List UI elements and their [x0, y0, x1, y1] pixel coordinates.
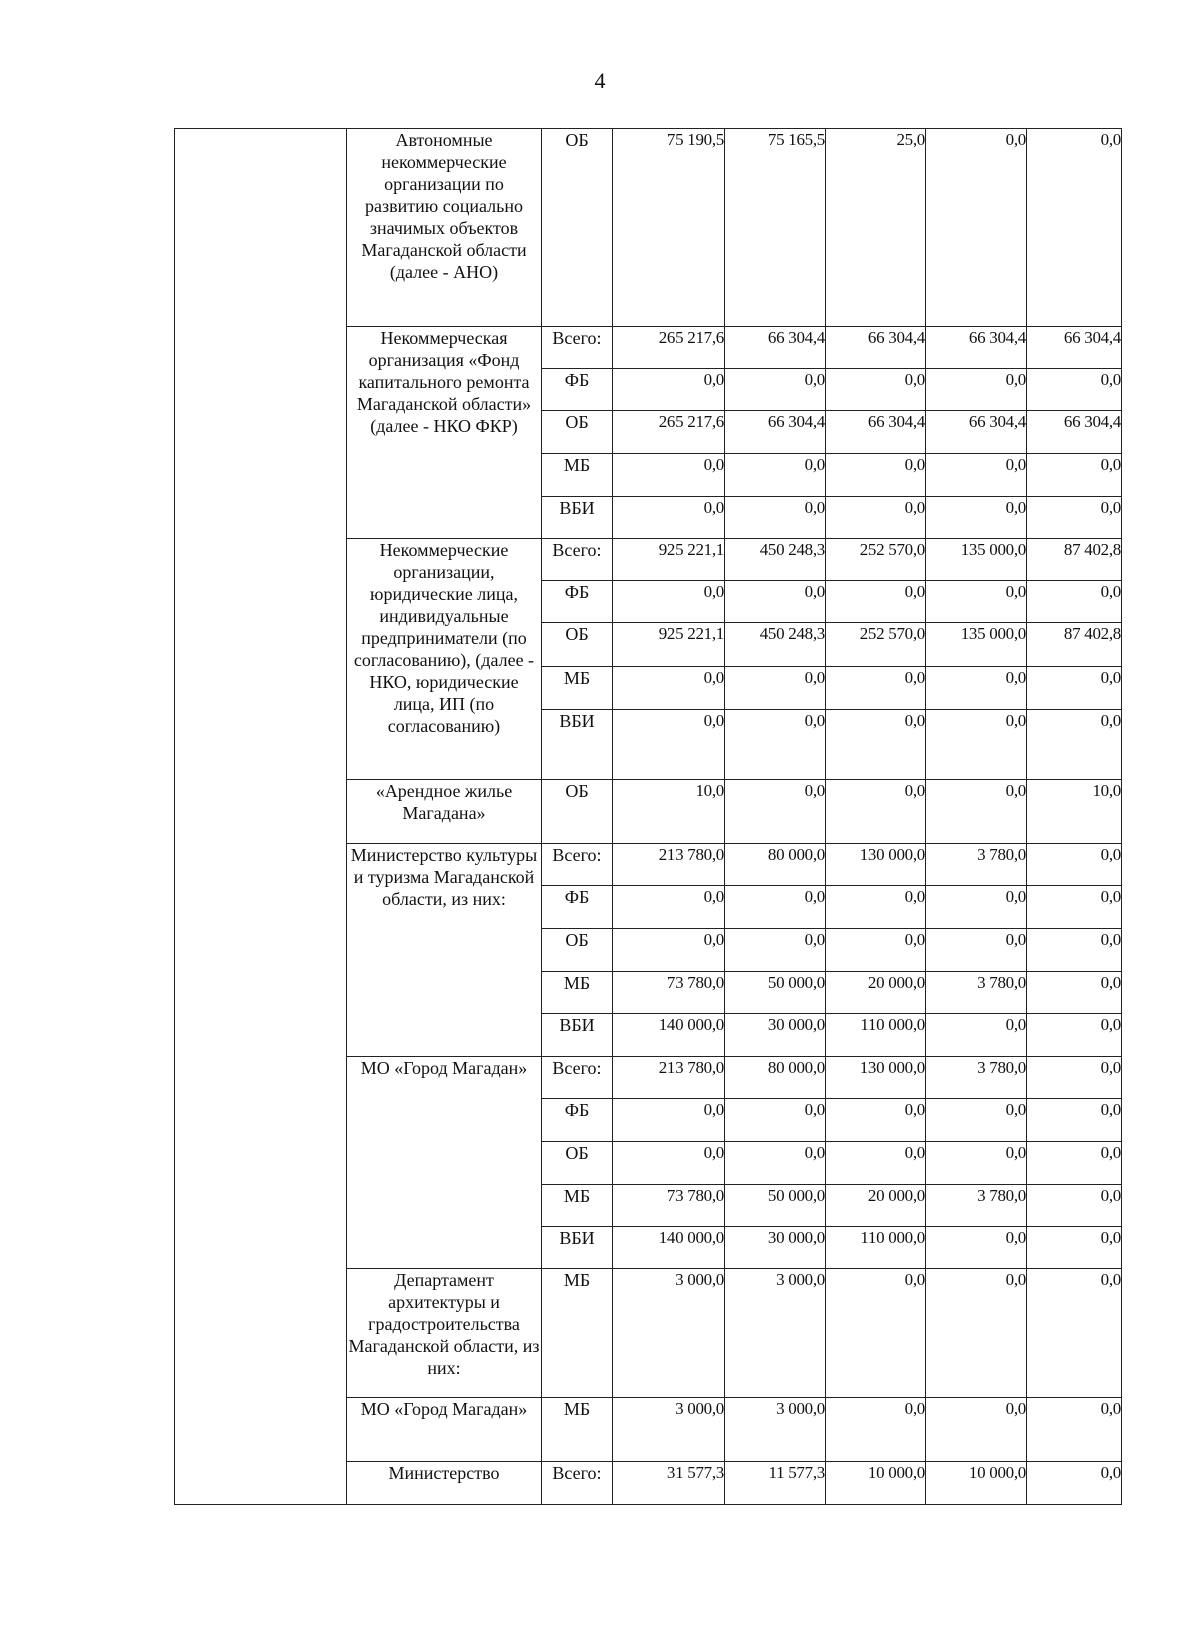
amount-cell: 0,0: [725, 581, 826, 623]
amount-cell: 3 000,0: [613, 1398, 725, 1462]
amount-cell: 0,0: [1027, 710, 1122, 780]
funding-source-cell: ОБ: [542, 780, 613, 844]
funding-source-cell: ФБ: [542, 369, 613, 411]
amount-cell: 0,0: [613, 929, 725, 972]
amount-cell: 0,0: [926, 581, 1027, 623]
amount-cell: 0,0: [926, 667, 1027, 710]
amount-cell: 135 000,0: [926, 539, 1027, 581]
amount-cell: 80 000,0: [725, 844, 826, 886]
amount-cell: 0,0: [613, 710, 725, 780]
amount-cell: 0,0: [926, 1014, 1027, 1057]
funding-source-cell: МБ: [542, 1185, 613, 1227]
amount-cell: 0,0: [926, 129, 1027, 327]
amount-cell: 130 000,0: [826, 844, 926, 886]
amount-cell: 450 248,3: [725, 539, 826, 581]
amount-cell: 0,0: [1027, 1398, 1122, 1462]
amount-cell: 20 000,0: [826, 972, 926, 1014]
amount-cell: 66 304,4: [926, 411, 1027, 454]
amount-cell: 0,0: [926, 710, 1027, 780]
amount-cell: 66 304,4: [926, 327, 1027, 369]
amount-cell: 0,0: [613, 667, 725, 710]
amount-cell: 0,0: [926, 1227, 1027, 1269]
page-number: 4: [594, 68, 606, 93]
amount-cell: 0,0: [1027, 1185, 1122, 1227]
amount-cell: 66 304,4: [1027, 411, 1122, 454]
amount-cell: 0,0: [926, 929, 1027, 972]
amount-cell: 0,0: [826, 780, 926, 844]
amount-cell: 0,0: [926, 369, 1027, 411]
funding-source-cell: ОБ: [542, 623, 613, 667]
funding-source-cell: ОБ: [542, 929, 613, 972]
amount-cell: 110 000,0: [826, 1227, 926, 1269]
amount-cell: 0,0: [725, 929, 826, 972]
amount-cell: 0,0: [1027, 1269, 1122, 1398]
amount-cell: 30 000,0: [725, 1227, 826, 1269]
amount-cell: 10,0: [1027, 780, 1122, 844]
amount-cell: 0,0: [826, 1099, 926, 1142]
funding-source-cell: МБ: [542, 667, 613, 710]
amount-cell: 80 000,0: [725, 1057, 826, 1099]
amount-cell: 0,0: [613, 1142, 725, 1185]
amount-cell: 0,0: [725, 1142, 826, 1185]
amount-cell: 0,0: [826, 929, 926, 972]
amount-cell: 50 000,0: [725, 972, 826, 1014]
amount-cell: 25,0: [826, 129, 926, 327]
funding-source-cell: ВБИ: [542, 1014, 613, 1057]
amount-cell: 87 402,8: [1027, 539, 1122, 581]
amount-cell: 213 780,0: [613, 844, 725, 886]
amount-cell: 0,0: [613, 581, 725, 623]
amount-cell: 925 221,1: [613, 539, 725, 581]
executor-cell: Министерство: [347, 1462, 542, 1505]
amount-cell: 0,0: [926, 886, 1027, 929]
amount-cell: 0,0: [1027, 1462, 1122, 1505]
amount-cell: 30 000,0: [725, 1014, 826, 1057]
amount-cell: 0,0: [1027, 454, 1122, 497]
amount-cell: 0,0: [725, 667, 826, 710]
amount-cell: 20 000,0: [826, 1185, 926, 1227]
amount-cell: 213 780,0: [613, 1057, 725, 1099]
amount-cell: 925 221,1: [613, 623, 725, 667]
amount-cell: 0,0: [1027, 369, 1122, 411]
amount-cell: 0,0: [725, 497, 826, 539]
amount-cell: 265 217,6: [613, 327, 725, 369]
amount-cell: 252 570,0: [826, 539, 926, 581]
amount-cell: 31 577,3: [613, 1462, 725, 1505]
amount-cell: 252 570,0: [826, 623, 926, 667]
amount-cell: 0,0: [826, 710, 926, 780]
amount-cell: 0,0: [1027, 972, 1122, 1014]
amount-cell: 0,0: [826, 886, 926, 929]
amount-cell: 0,0: [826, 667, 926, 710]
amount-cell: 0,0: [926, 780, 1027, 844]
amount-cell: 450 248,3: [725, 623, 826, 667]
funding-source-cell: МБ: [542, 454, 613, 497]
amount-cell: 87 402,8: [1027, 623, 1122, 667]
amount-cell: 0,0: [926, 1269, 1027, 1398]
amount-cell: 0,0: [613, 1099, 725, 1142]
amount-cell: 0,0: [725, 369, 826, 411]
amount-cell: 0,0: [1027, 844, 1122, 886]
amount-cell: 0,0: [926, 1099, 1027, 1142]
funding-source-cell: Всего:: [542, 1057, 613, 1099]
amount-cell: 0,0: [1027, 929, 1122, 972]
executor-cell: Департамент архитектуры и градостроительства Магаданской области, из них:: [347, 1269, 542, 1398]
executor-cell: Автономные некоммерческие организации по развитию социально значимых объектов Магаданской области (далее - АНО): [347, 129, 542, 327]
amount-cell: 0,0: [613, 369, 725, 411]
empty-left-column: [175, 129, 347, 1505]
amount-cell: 66 304,4: [826, 411, 926, 454]
amount-cell: 0,0: [826, 1398, 926, 1462]
amount-cell: 0,0: [725, 1099, 826, 1142]
funding-source-cell: ОБ: [542, 1142, 613, 1185]
amount-cell: 0,0: [1027, 581, 1122, 623]
amount-cell: 0,0: [826, 497, 926, 539]
amount-cell: 75 165,5: [725, 129, 826, 327]
amount-cell: 10 000,0: [826, 1462, 926, 1505]
table-row: [175, 129, 1122, 327]
budget-table-body: [175, 129, 1122, 1505]
amount-cell: 0,0: [613, 454, 725, 497]
amount-cell: 0,0: [826, 369, 926, 411]
amount-cell: 0,0: [725, 710, 826, 780]
executor-cell: «Арендное жилье Магадана»: [347, 780, 542, 844]
amount-cell: 66 304,4: [826, 327, 926, 369]
amount-cell: 0,0: [1027, 886, 1122, 929]
funding-source-cell: Всего:: [542, 844, 613, 886]
executor-cell: МО «Город Магадан»: [347, 1057, 542, 1269]
amount-cell: 0,0: [826, 581, 926, 623]
amount-cell: 0,0: [725, 780, 826, 844]
amount-cell: 11 577,3: [725, 1462, 826, 1505]
amount-cell: 0,0: [826, 1142, 926, 1185]
funding-source-cell: ОБ: [542, 411, 613, 454]
amount-cell: 265 217,6: [613, 411, 725, 454]
amount-cell: 0,0: [1027, 1227, 1122, 1269]
funding-source-cell: ВБИ: [542, 710, 613, 780]
amount-cell: 66 304,4: [1027, 327, 1122, 369]
amount-cell: 75 190,5: [613, 129, 725, 327]
amount-cell: 0,0: [613, 886, 725, 929]
amount-cell: 50 000,0: [725, 1185, 826, 1227]
funding-source-cell: Всего:: [542, 539, 613, 581]
amount-cell: 0,0: [725, 886, 826, 929]
amount-cell: 110 000,0: [826, 1014, 926, 1057]
amount-cell: 0,0: [826, 454, 926, 497]
amount-cell: 3 000,0: [613, 1269, 725, 1398]
amount-cell: 0,0: [826, 1269, 926, 1398]
funding-source-cell: ФБ: [542, 886, 613, 929]
amount-cell: 0,0: [1027, 667, 1122, 710]
amount-cell: 130 000,0: [826, 1057, 926, 1099]
executor-cell: Некоммерческая организация «Фонд капитального ремонта Магаданской области» (далее - НКО ФКР): [347, 327, 542, 539]
amount-cell: 135 000,0: [926, 623, 1027, 667]
amount-cell: 0,0: [926, 454, 1027, 497]
amount-cell: 0,0: [1027, 497, 1122, 539]
amount-cell: 10 000,0: [926, 1462, 1027, 1505]
funding-source-cell: ОБ: [542, 129, 613, 327]
funding-source-cell: ФБ: [542, 581, 613, 623]
amount-cell: 0,0: [1027, 1099, 1122, 1142]
amount-cell: 0,0: [725, 454, 826, 497]
executor-cell: Министерство культуры и туризма Магаданской области, из них:: [347, 844, 542, 1057]
funding-source-cell: Всего:: [542, 1462, 613, 1505]
amount-cell: 0,0: [926, 497, 1027, 539]
funding-source-cell: ФБ: [542, 1099, 613, 1142]
amount-cell: 73 780,0: [613, 972, 725, 1014]
funding-source-cell: ВБИ: [542, 497, 613, 539]
amount-cell: 0,0: [1027, 1142, 1122, 1185]
amount-cell: 140 000,0: [613, 1014, 725, 1057]
budget-table: [174, 128, 1122, 1505]
amount-cell: 0,0: [926, 1142, 1027, 1185]
executor-cell: Некоммерческие организации, юридические лица, индивидуальные предприниматели (по согласованию), (далее - НКО, юридические лица, ИП (по согласованию): [347, 539, 542, 780]
amount-cell: 66 304,4: [725, 411, 826, 454]
amount-cell: 66 304,4: [725, 327, 826, 369]
amount-cell: 73 780,0: [613, 1185, 725, 1227]
amount-cell: 3 780,0: [926, 1057, 1027, 1099]
amount-cell: 0,0: [1027, 1014, 1122, 1057]
funding-source-cell: МБ: [542, 972, 613, 1014]
amount-cell: 0,0: [926, 1398, 1027, 1462]
funding-source-cell: МБ: [542, 1269, 613, 1398]
amount-cell: 3 780,0: [926, 1185, 1027, 1227]
amount-cell: 0,0: [1027, 129, 1122, 327]
executor-cell: МО «Город Магадан»: [347, 1398, 542, 1462]
funding-source-cell: Всего:: [542, 327, 613, 369]
amount-cell: 3 780,0: [926, 844, 1027, 886]
amount-cell: 0,0: [613, 497, 725, 539]
amount-cell: 140 000,0: [613, 1227, 725, 1269]
amount-cell: 3 000,0: [725, 1398, 826, 1462]
amount-cell: 10,0: [613, 780, 725, 844]
funding-source-cell: МБ: [542, 1398, 613, 1462]
amount-cell: 3 000,0: [725, 1269, 826, 1398]
amount-cell: 0,0: [1027, 1057, 1122, 1099]
amount-cell: 3 780,0: [926, 972, 1027, 1014]
funding-source-cell: ВБИ: [542, 1227, 613, 1269]
